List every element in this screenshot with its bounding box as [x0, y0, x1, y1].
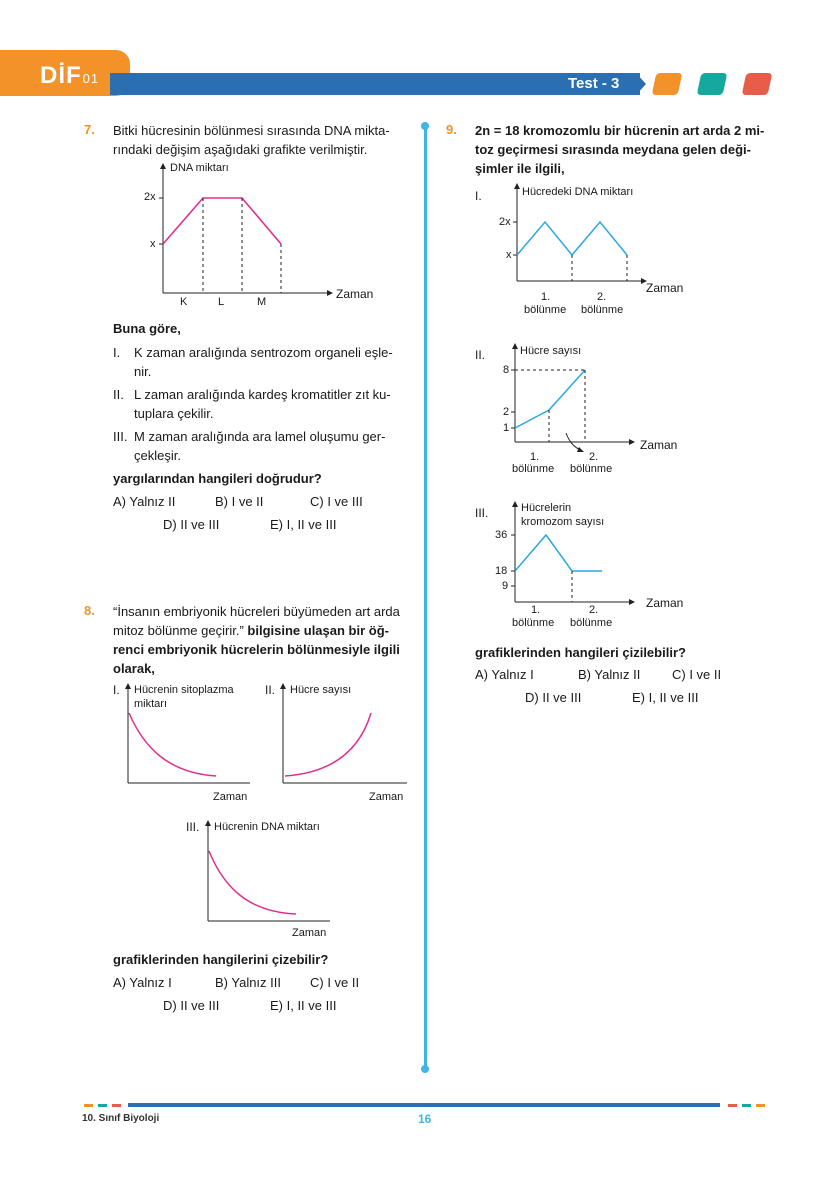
stem-line: 2n = 18 kromozomlu bir hücrenin art arda 2 mi-: [475, 123, 765, 138]
statement-text: nir.: [134, 364, 152, 379]
y-tick-label: x: [150, 238, 156, 250]
y-axis-label: Hücrenin sitoplazma: [134, 684, 234, 696]
division-label: bölünme: [570, 463, 613, 475]
division-label: bölünme: [512, 463, 555, 475]
statement-2: [113, 385, 409, 421]
option-e[interactable]: E) I, II ve III: [632, 690, 699, 705]
graph-num: III.: [475, 506, 489, 520]
statement-1: [113, 343, 409, 379]
y-tick-label: 2x: [499, 216, 511, 228]
tag-teal: [697, 73, 728, 95]
question-prompt: yargılarından hangileri doğrudur?: [113, 471, 322, 486]
page-number: 16: [418, 1112, 432, 1126]
stem-line: “İnsanın embriyonik hücreleri büyümeden art arda: [113, 604, 400, 619]
stem-line: olarak,: [113, 661, 155, 676]
increasing-curve: [285, 713, 371, 776]
tag-red: [742, 73, 773, 95]
y-tick-label: 8: [503, 364, 510, 376]
division-label: 1.: [541, 291, 551, 303]
footer-bar: [128, 1103, 720, 1107]
stem-line: toz geçirmesi sırasında meydana gelen deği-: [475, 142, 751, 157]
decreasing-curve: [209, 851, 296, 914]
y-tick-label: 1: [503, 422, 510, 434]
column-divider: [424, 124, 427, 1069]
division-label: bölünme: [570, 617, 613, 629]
option-c[interactable]: C) I ve II: [672, 667, 722, 682]
footer-dash: [756, 1104, 765, 1107]
x-axis-label: Zaman: [646, 596, 684, 610]
option-a[interactable]: A) Yalnız I: [475, 667, 534, 682]
division-label: bölünme: [581, 304, 624, 316]
y-axis-label: miktarı: [134, 698, 167, 710]
footer-dash: [112, 1104, 121, 1107]
stem-line: şimler ile ilgili,: [475, 161, 565, 176]
y-axis-label: Hücrelerin: [521, 502, 572, 514]
option-d[interactable]: D) II ve III: [163, 998, 220, 1013]
interval-m: M: [257, 296, 267, 308]
x-axis-label: Zaman: [369, 791, 404, 803]
y-tick-label: 2x: [144, 191, 156, 203]
test-title: Test - 3: [568, 75, 620, 92]
divider-dot-bottom: [421, 1065, 429, 1073]
header-arrow: [636, 73, 646, 95]
statement-text: M zaman aralığında ara lamel oluşumu ger-: [134, 429, 386, 444]
option-d[interactable]: D) II ve III: [163, 517, 220, 532]
graph-chromosome-count-svg: [510, 498, 660, 608]
stem-line: rındaki değişim aşağıdaki grafikte verilmiştir.: [113, 142, 368, 157]
graph-num: III.: [186, 820, 200, 834]
dna-line: [517, 222, 627, 255]
option-a[interactable]: A) Yalnız I: [113, 975, 172, 990]
graph-num: II.: [475, 348, 486, 362]
statement-num: II.: [113, 387, 124, 402]
x-axis-label: Zaman: [646, 281, 684, 295]
footer-dash: [742, 1104, 751, 1107]
header-bar: [110, 73, 640, 95]
question-number: 7.: [84, 122, 95, 137]
y-axis-label: DNA miktarı: [170, 162, 229, 174]
question-stem: [113, 121, 409, 159]
statement-text: K zaman aralığında sentrozom organeli eşle-: [134, 345, 393, 360]
pointer-arrow-head: [577, 447, 584, 452]
division-label: 1.: [530, 451, 540, 463]
option-d[interactable]: D) II ve III: [525, 690, 582, 705]
footer-dash: [728, 1104, 737, 1107]
question-stem: [113, 602, 413, 678]
statement-num: III.: [113, 429, 128, 444]
statement-3: [113, 427, 409, 463]
option-e[interactable]: E) I, II ve III: [270, 998, 337, 1013]
option-a[interactable]: A) Yalnız II: [113, 494, 176, 509]
x-axis-label: Zaman: [640, 438, 678, 452]
statement-text: L zaman aralığında kardeş kromatitler zıt ku-: [134, 387, 391, 402]
cell-count-line: [515, 370, 585, 428]
graph-cell-count-svg: [279, 683, 409, 793]
interval-k: K: [180, 296, 188, 308]
y-axis-label: Hücredeki DNA miktarı: [522, 186, 634, 198]
divider-dot-top: [421, 122, 429, 130]
division-label: 2.: [589, 451, 599, 463]
y-axis-label: Hücrenin DNA miktarı: [214, 821, 320, 833]
division-label: 2.: [597, 291, 607, 303]
question-number: 8.: [84, 603, 95, 618]
division-label: 2.: [589, 604, 599, 616]
option-c[interactable]: C) I ve II: [310, 975, 360, 990]
y-tick-label: 9: [502, 580, 509, 592]
division-label: bölünme: [524, 304, 567, 316]
statement-num: I.: [113, 345, 121, 360]
y-axis-label: Hücre sayısı: [290, 684, 352, 696]
stem-text: bilgisine ulaşan bir öğ-: [247, 623, 389, 638]
y-tick-label: 2: [503, 406, 510, 418]
statement-text: çekleşir.: [134, 448, 181, 463]
y-tick-label: x: [506, 249, 512, 261]
division-label: 1.: [531, 604, 541, 616]
graph-num: I.: [113, 683, 120, 697]
question-stem: [475, 121, 775, 178]
lead-text: Buna göre,: [113, 321, 181, 336]
option-c[interactable]: C) I ve III: [310, 494, 363, 509]
graph-num: II.: [265, 683, 276, 697]
footer-dash: [84, 1104, 93, 1107]
x-axis-label: Zaman: [336, 287, 374, 301]
y-tick-label: 18: [495, 565, 508, 577]
question-number: 9.: [446, 122, 457, 137]
option-b[interactable]: B) I ve II: [215, 494, 264, 509]
y-axis-label: Hücre sayısı: [520, 345, 582, 357]
stem-line: Bitki hücresinin bölünmesi sırasında DNA mikta-: [113, 123, 390, 138]
option-b[interactable]: B) Yalnız II: [578, 667, 641, 682]
footer-dash: [98, 1104, 107, 1107]
option-e[interactable]: E) I, II ve III: [270, 517, 337, 532]
book-title: 10. Sınıf Biyoloji: [82, 1113, 160, 1124]
stem-line: renci embriyonik hücrelerin bölünmesiyle ilgili: [113, 642, 400, 657]
dna-line: [163, 198, 281, 244]
question-prompt: grafiklerinden hangilerini çizebilir?: [113, 952, 329, 967]
decreasing-curve: [129, 713, 216, 776]
question-prompt: grafiklerinden hangileri çizilebilir?: [475, 645, 686, 660]
graph-cell-dna-svg: [204, 820, 334, 930]
logo: DİF01: [40, 62, 100, 89]
dna-graph-svg: [140, 160, 340, 310]
chromosome-line: [515, 535, 602, 571]
y-axis-label: kromozom sayısı: [521, 516, 605, 528]
stem-line: [113, 621, 413, 640]
interval-l: L: [218, 296, 225, 308]
y-tick-label: 36: [495, 529, 508, 541]
graph-num: I.: [475, 189, 482, 203]
division-label: bölünme: [512, 617, 555, 629]
option-b[interactable]: B) Yalnız III: [215, 975, 281, 990]
x-axis-label: Zaman: [292, 927, 327, 939]
page-header: [0, 0, 828, 110]
tag-orange: [652, 73, 683, 95]
x-axis-label: Zaman: [213, 791, 248, 803]
statement-text: tuplara çekilir.: [134, 406, 214, 421]
stem-text: mitoz bölünme geçirir.”: [113, 623, 244, 638]
